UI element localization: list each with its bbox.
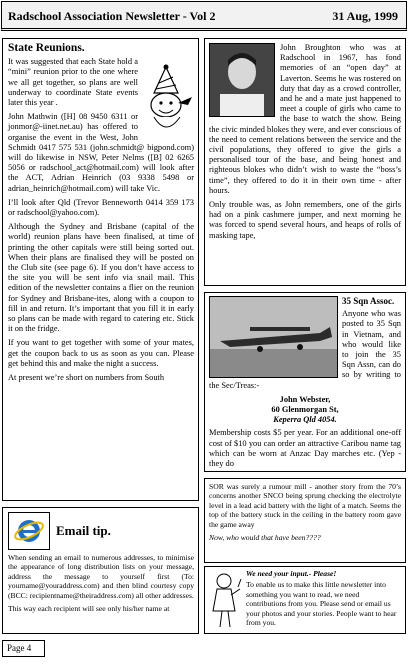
reunions-contacts: John Mathwin ([H] 08 9450 6311 or jonmor@-iinet.net.au) has offered to organise the event in the West, John Schmidt 0417 575 531 (john.schmidt@ bigpond.com) will do likewise in NSW, Peter Nelms ([B] 02 6265 5056 or radschool_act@hotmail.com) will look after the ACT, Adrian Heinrich (03 9338 5498 or adrian_heinrich@hotmail.com) will take Vic. <box>8 112 194 193</box>
writing-person-icon <box>208 569 242 631</box>
reunions-get-together: If you want to get together with some of your mates, get the coupon back to us as soon as you can. Please get behind this and make the night a success. <box>8 338 194 368</box>
contributions-section <box>204 566 406 634</box>
issue-date: 31 Aug, 1999 <box>332 9 398 23</box>
contributions-heading: We need your input.- Please! <box>246 569 337 578</box>
party-cartoon-icon <box>142 63 194 137</box>
sqn-address-street: 60 Glenmorgan St, <box>271 405 339 415</box>
reunions-intro: It was suggested that each State hold a “mini” reunion prior to the one where we all get together, so plans are well underway to coordinate State events later this year . <box>8 57 138 108</box>
broughton-story-section <box>204 38 406 286</box>
sor-question: Now, who would that have been???? <box>209 533 321 543</box>
email-tip-text: When sending an email to numerous addresses, to minimise the appearance of long distribution lists on your message, address the message to yourself first (To: yourname@youraddress.com) and then blind courtesy copy (BCC: recipientname@theiraddress.com) all other addresses. <box>8 553 194 600</box>
internet-explorer-icon <box>8 512 50 550</box>
page-number: Page 4 <box>2 640 45 657</box>
reunions-plans: Although the Sydney and Brisbane (capital of the world) reunion plans have been finalised, at time of printing the other capitals were still being sorted out. When their plans are finalised they will be posted on the Club site (see page 6). If you don’t have access to the site you will be sent info via snail mail. This edition of the newsletter contains a flier on the reunion for Sydney and Brisbane-ites, along with a coupon to fill in and return. It’s important that you fill it in early so plans can be made with regard to catering etc. Stick it on the fridge. <box>8 222 194 334</box>
contributions-text: To enable us to make this little newsletter into something you want to read, we need contributions from you. Please send or email us your photos and your stories. People want to hear from you. <box>246 580 397 628</box>
email-tip-heading: Email tip. <box>56 523 111 539</box>
email-tip-continued: This way each recipient will see only his/her name at <box>8 604 170 614</box>
broughton-paragraph-2: Only trouble was, as John remembers, one of the girls had on a pink cashmere jumper, and next morning he was forced to spend several hours, and heaps of rolls of masking tape, <box>209 200 401 240</box>
party-hat-cartoon <box>142 63 194 137</box>
broughton-paragraph-1: John Broughton who was at Radschool in 1967, has fond memories of an “open day” at Laverton. Seems he was rostered on duty that day as a crowd controller, and he and a mate just happened to meet a couple of girls who came to the base to watch the show. Being the civic minded blokes they were, and ever conscious of the need to cement relations between the service and the civil populations, they offered to give the girls a personalised tour of the base, and being honest and righteous blokes who didn’t wish to waste the “boss’s time”, they offered to do it in their own time - after hours. <box>209 43 401 195</box>
writer-cartoon <box>208 569 242 633</box>
sor-rumour-section <box>204 478 406 563</box>
state-reunions-section <box>2 38 199 501</box>
sqn-assoc-section <box>204 292 406 472</box>
newsletter-header <box>1 1 407 31</box>
email-tip-section <box>2 507 199 634</box>
reunions-qld: I’ll look after Qld (Trevor Benneworth 0414 359 173 or radschool@yahoo.com). <box>8 197 194 218</box>
state-reunions-heading: State Reunions. <box>8 42 85 54</box>
caribou-aircraft-photo <box>209 296 338 378</box>
sqn-intro: Anyone who was posted to 35 Sqn in Vietnam, and who would like to join the 35 Sqn Assn, can do so by writing to the Sec/Treas:- <box>209 309 401 390</box>
sqn-heading: 35 Sqn Assoc. <box>342 296 395 306</box>
sor-story: SOR was surely a rumour mill - another story from the 70’s concerns another SNCO being sprung checking the electrolyte level in a lead acid battery with the light of a match. Seems the top of the battery stuck in the ceiling in the battery room gave the game away <box>209 482 401 529</box>
sqn-address-name: John Webster, <box>279 394 331 404</box>
reunions-short-numbers: At present we’re short on numbers from South <box>8 373 165 383</box>
sqn-membership: Membership costs $5 per year. For an additional one-off cost of $10 you can order an attractive Caribou name tag which can be worn at Anzac Day marches etc. (Yep - they do <box>209 428 401 469</box>
broughton-photo <box>209 43 275 117</box>
newsletter-title: Radschool Association Newsletter - Vol 2 <box>8 9 216 23</box>
sqn-address-suburb: Keperra Qld 4054. <box>273 415 337 425</box>
